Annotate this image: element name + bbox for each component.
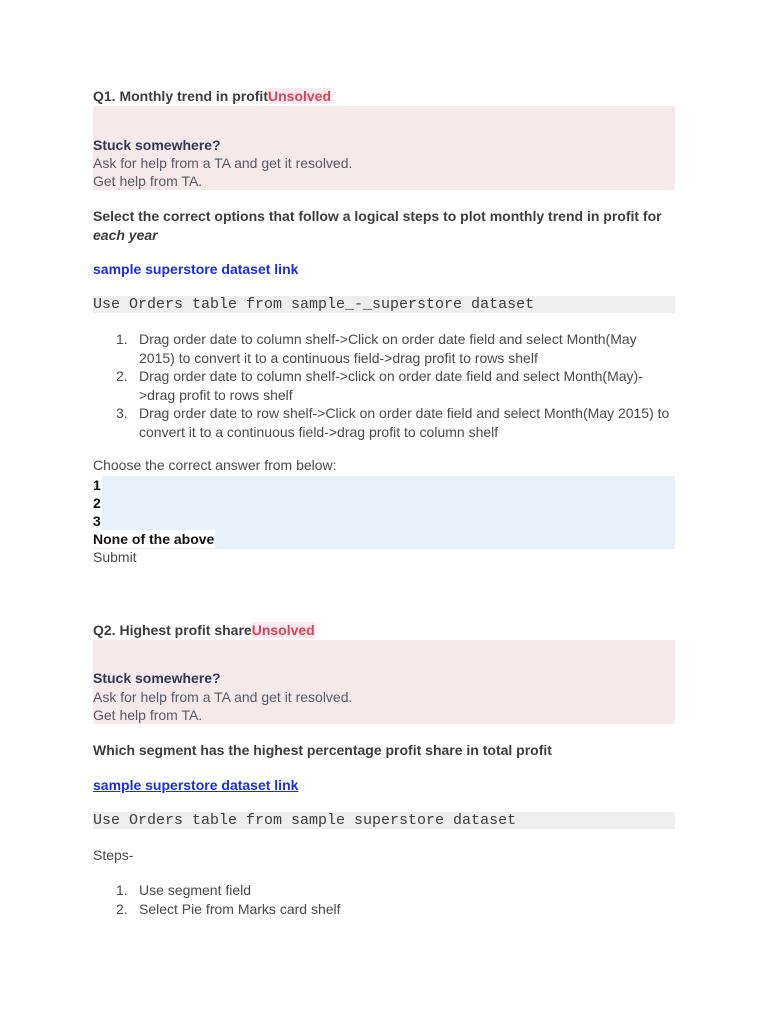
q1-status-badge: Unsolved bbox=[268, 88, 332, 104]
q1-options bbox=[93, 476, 675, 549]
q2-status-badge: Unsolved bbox=[251, 622, 315, 638]
step-text: Use segment field bbox=[139, 882, 252, 898]
q1-question-text: Select the correct options that follow a logical steps to plot monthly trend in profit for bbox=[93, 208, 662, 224]
step-text: Select Pie from Marks card shelf bbox=[139, 900, 341, 917]
q1-steps-list bbox=[93, 330, 675, 441]
q1-title-text: Q1. Monthly trend in profit bbox=[93, 88, 268, 104]
list-item bbox=[93, 330, 675, 367]
q2-help-stuck: Stuck somewhere? bbox=[93, 670, 221, 686]
step-number: 2. bbox=[116, 368, 128, 384]
option-1[interactable]: 1 bbox=[93, 477, 101, 493]
option-none-of-the-above[interactable]: None of the above bbox=[93, 531, 215, 547]
option-2[interactable]: 2 bbox=[93, 495, 101, 511]
q1-submit-button[interactable]: Submit bbox=[93, 549, 137, 565]
q1-help-stuck: Stuck somewhere? bbox=[93, 137, 221, 153]
step-text: Drag order date to column shelf->click on order date field and select Month(May)->drag profit to rows shelf bbox=[139, 368, 643, 403]
option-3[interactable]: 3 bbox=[93, 513, 101, 529]
q1-dataset-link[interactable]: sample superstore dataset link bbox=[93, 261, 299, 277]
q2-steps-list bbox=[93, 881, 675, 918]
q2-title-text: Q2. Highest profit share bbox=[93, 622, 252, 638]
q2-title bbox=[93, 622, 315, 638]
q2-code-block: Use Orders table from sample superstore dataset bbox=[93, 812, 675, 829]
q2-help-ask: Ask for help from a TA and get it resolved. bbox=[93, 689, 353, 705]
q1-help-get-link[interactable]: Get help from TA. bbox=[93, 173, 203, 189]
list-item bbox=[93, 881, 675, 900]
q1-title bbox=[93, 88, 331, 104]
q1-question bbox=[93, 207, 675, 245]
step-number: 3. bbox=[116, 405, 128, 421]
q2-dataset-link[interactable]: sample superstore dataset link bbox=[93, 777, 299, 793]
step-text: Drag order date to column shelf->Click on order date field and select Month(May 2015) to convert it to a continuous field->drag profit to rows shelf bbox=[139, 331, 637, 366]
q1-question-emphasis: each year bbox=[93, 227, 158, 243]
q1-code-block: Use Orders table from sample_-_superstore dataset bbox=[93, 296, 675, 313]
q2-help-box bbox=[93, 640, 675, 724]
list-item bbox=[93, 900, 675, 919]
q2-help-get-link[interactable]: Get help from TA. bbox=[93, 707, 203, 723]
step-number: 2. bbox=[116, 900, 128, 917]
step-text: Drag order date to row shelf->Click on order date field and select Month(May 2015) to convert it to a continuous field->drag profit to column shelf bbox=[139, 405, 670, 440]
list-item bbox=[93, 404, 675, 441]
q1-help-ask: Ask for help from a TA and get it resolved. bbox=[93, 155, 353, 171]
step-number: 1. bbox=[116, 882, 128, 898]
q1-help-box bbox=[93, 106, 675, 190]
step-number: 1. bbox=[116, 331, 128, 347]
q1-choose-label: Choose the correct answer from below: bbox=[93, 457, 337, 473]
q2-steps-label: Steps- bbox=[93, 847, 134, 863]
q2-question: Which segment has the highest percentage profit share in total profit bbox=[93, 742, 552, 758]
list-item bbox=[93, 367, 675, 404]
